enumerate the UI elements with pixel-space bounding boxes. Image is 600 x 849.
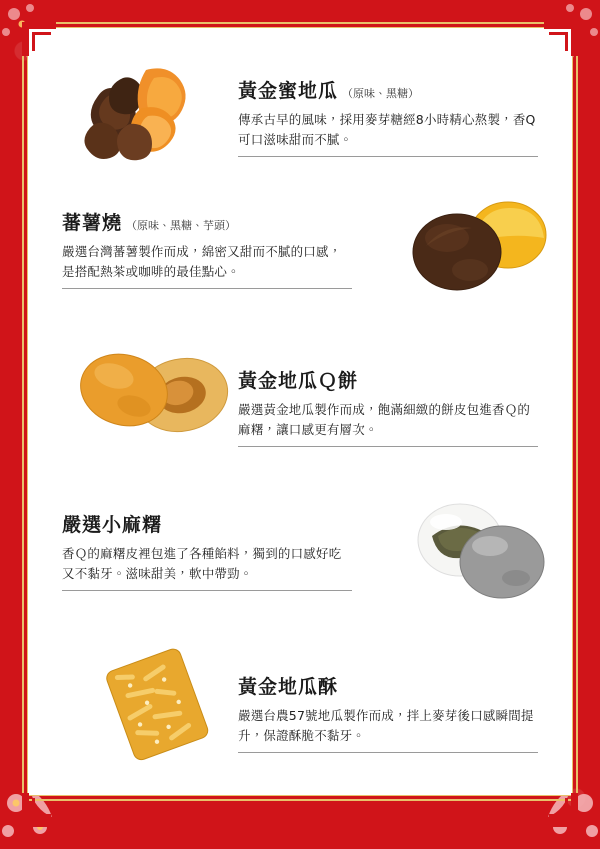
product-title-line xyxy=(238,672,538,699)
product-title: 蕃薯燒 xyxy=(62,212,123,234)
product-title: 黃金地瓜酥 xyxy=(238,676,339,698)
sweet-potato-cake-photo xyxy=(400,190,550,310)
product-variants: （原味、黑糖） xyxy=(342,87,420,100)
product-title-line xyxy=(62,208,352,235)
product-description: 香Ｑ的麻糬皮裡包進了各種餡料，獨到的口感好吃又不黏牙。滋味甜美，軟中帶勁。 xyxy=(62,546,342,581)
product-description: 嚴選黃金地瓜製作而成，飽滿細緻的餅皮包進香Ｑ的麻糬，讓口感更有層次。 xyxy=(238,402,531,437)
product-divider xyxy=(238,156,538,157)
golden-sweet-potato-q-cake-photo xyxy=(78,340,238,450)
product-divider xyxy=(62,590,352,591)
product-title: 嚴選小麻糬 xyxy=(62,514,163,536)
selected-small-mochi-photo xyxy=(398,498,558,608)
product-divider xyxy=(238,752,538,753)
product-title-line xyxy=(238,366,538,393)
product-divider xyxy=(238,446,538,447)
product-title-line xyxy=(62,510,352,537)
golden-sweet-potato-crisp-photo xyxy=(86,638,236,768)
product-divider xyxy=(62,288,352,289)
product-title: 黃金地瓜Ｑ餅 xyxy=(238,370,359,392)
product-description: 嚴選台農57號地瓜製作而成，拌上麥芽後口感瞬間提升，保證酥脆不黏牙。 xyxy=(238,708,534,743)
product-description: 傳承古早的風味，採用麥芽糖經8小時精心熬製，香Q可口滋味甜而不膩。 xyxy=(238,112,536,147)
product-description: 嚴選台灣蕃薯製作而成，綿密又甜而不膩的口感，是搭配熱茶或咖啡的最佳點心。 xyxy=(62,244,342,279)
product-title: 黃金蜜地瓜 xyxy=(238,80,339,102)
product-variants: （原味、黑糖、芋頭） xyxy=(126,219,237,232)
product-title-line xyxy=(238,76,538,103)
golden-honey-sweet-potato-photo xyxy=(68,48,208,173)
